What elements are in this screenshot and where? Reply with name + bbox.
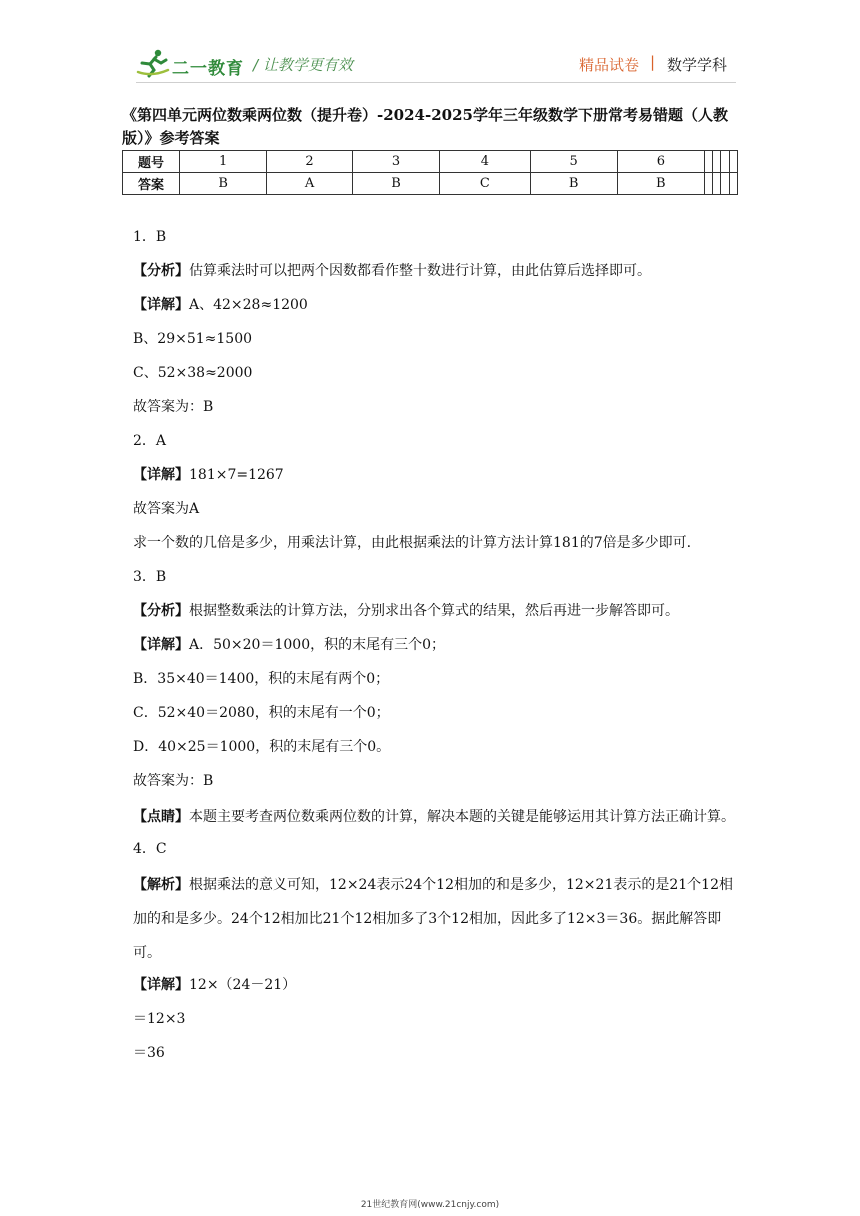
line-text: 本题主要考查两位数乘两位数的计算，解决本题的关键是能够运用其计算方法正确计算。 [189,809,735,825]
line-text: 181×7=1267 [189,467,284,483]
page-header [0,0,860,100]
number-cell: 3 [352,151,439,173]
explanation-line [133,392,735,426]
answer-cell [721,173,729,195]
answer-cell: B [180,173,267,195]
line-text: D．40×25＝1000，积的末尾有三个0。 [133,739,391,755]
line-text: 12×（24－21） [189,977,297,993]
logo [136,48,246,80]
answer-explanations [133,222,735,1072]
answer-cell [704,173,712,195]
document-title: 《第四单元两位数乘两位数（提升卷）-2024-2025学年三年级数学下册常考易错题（人教版）》参考答案 [122,106,728,147]
explanation-line [133,290,735,324]
answer-cell [729,173,737,195]
runner-logo-icon [136,48,170,78]
explanation-line [133,868,735,970]
answer-cell: B [530,173,617,195]
section-tag: 【解析】 [133,877,189,893]
explanation-line [133,426,735,460]
explanation-line [133,358,735,392]
line-text: C．52×40＝2080，积的末尾有一个0； [133,705,390,721]
explanation-line [133,562,735,596]
line-text: C、52×38≈2000 [133,365,253,381]
explanation-line [133,460,735,494]
explanation-line [133,256,735,290]
logo-text: 二一教育 [172,59,244,79]
header-divider [136,82,736,83]
line-text: 2．A [133,433,167,449]
number-cell [721,151,729,173]
header-subject: 数学学科 [667,56,728,74]
answer-cell: A [267,173,353,195]
line-text: B、29×51≈1500 [133,331,253,347]
page-footer: 21世纪教育网(www.21cnjy.com) [360,1200,500,1210]
line-text: 1．B [133,229,167,245]
explanation-line [133,732,735,766]
explanation-line [133,324,735,358]
section-tag: 【详解】 [133,977,189,993]
number-cell: 5 [530,151,617,173]
line-text: 根据整数乘法的计算方法，分别求出各个算式的结果，然后再进一步解答即可。 [189,603,679,619]
answer-table [122,150,738,195]
answer-cell [713,173,721,195]
section-tag: 【详解】 [133,467,189,483]
number-cell [729,151,737,173]
line-text: 根据乘法的意义可知，12×24表示24个12相加的和是多少，12×21表示的是21个12相加的和是多少。24个12相加比21个12相加多了3个12相加，因此多了12×3＝36。据此解答即可。 [133,877,733,961]
line-text: A．50×20＝1000，积的末尾有三个0； [189,637,446,653]
line-text: ＝36 [133,1045,165,1061]
number-cell: 1 [180,151,267,173]
number-cell: 6 [617,151,704,173]
explanation-line [133,800,735,834]
line-text: B．35×40＝1400，积的末尾有两个0； [133,671,390,687]
number-header: 题号 [123,151,180,173]
answer-header: 答案 [123,173,180,195]
explanation-line [133,766,735,800]
line-text: 估算乘法时可以把两个因数都看作整十数进行计算，由此估算后选择即可。 [189,263,651,279]
line-text: 求一个数的几倍是多少，用乘法计算，由此根据乘法的计算方法计算181的7倍是多少即可. [133,535,692,551]
slogan: / 让教学更有效 [253,56,353,74]
answer-cell: C [440,173,530,195]
section-tag: 【详解】 [133,637,189,653]
line-text: ＝12×3 [133,1011,186,1027]
line-text: 故答案为：B [133,399,214,415]
explanation-line [133,698,735,732]
explanation-line [133,222,735,256]
explanation-line [133,1004,735,1038]
answer-cell: B [352,173,439,195]
explanation-line [133,834,735,868]
answer-table-answer-row [123,173,738,195]
section-tag: 【点睛】 [133,809,189,825]
line-text: 故答案为A [133,501,200,517]
explanation-line [133,596,735,630]
number-cell [713,151,721,173]
explanation-line [133,664,735,698]
number-cell: 4 [440,151,530,173]
explanation-line [133,630,735,664]
section-tag: 【分析】 [133,603,189,619]
number-cell: 2 [267,151,353,173]
number-cell [704,151,712,173]
explanation-line [133,1038,735,1072]
line-text: 故答案为：B [133,773,214,789]
explanation-line [133,494,735,528]
line-text: 3．B [133,569,167,585]
header-label: 精品试卷 [579,56,640,74]
line-text: A、42×28≈1200 [189,297,308,313]
section-tag: 【分析】 [133,263,189,279]
answer-table-number-row [123,151,738,173]
answer-cell: B [617,173,704,195]
explanation-line [133,528,735,562]
line-text: 4．C [133,841,167,857]
explanation-line [133,970,735,1004]
section-tag: 【详解】 [133,297,189,313]
header-separator: | [650,53,656,71]
